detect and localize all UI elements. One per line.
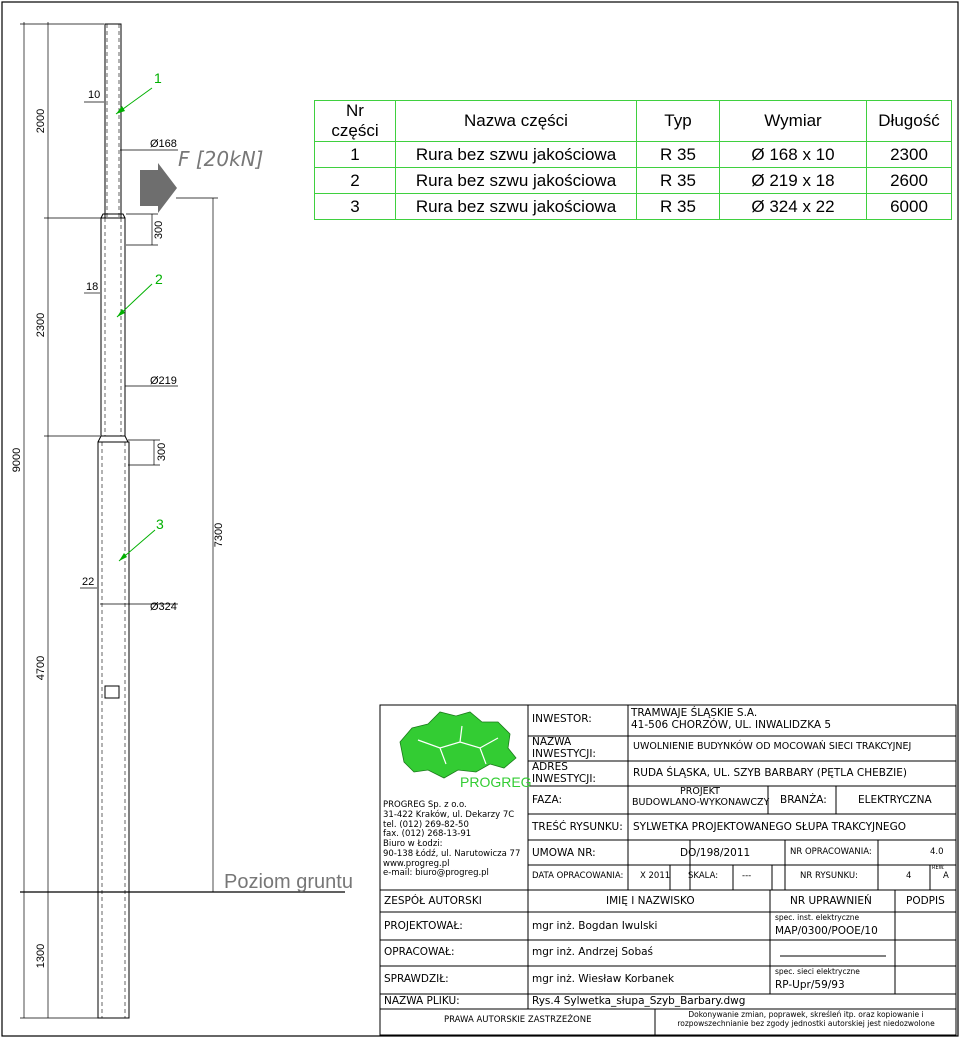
authors-header: ZESPÓŁ AUTORSKI [384,895,482,907]
force-label: F [20kN] [178,147,264,171]
company-line: 31-422 Kraków, ul. Dekarzy 7C [383,809,515,820]
cell: 2600 [867,168,952,194]
designer-label: PROJEKTOWAŁ: [384,920,463,932]
part-callout-3 [119,516,164,561]
phase-line: BUDOWLANO-WYKONAWCZY [632,796,770,808]
scale-value: --- [742,871,752,881]
dim-height-7300: 7300 [213,522,225,548]
part-callout-1 [116,70,162,114]
checker-label: SPRAWDZIŁ: [384,973,449,985]
date-value: X 2011 [640,871,671,881]
cell: Rura bez szwu jakościowa [396,194,637,220]
dim-overlap-1: 300 [153,220,165,240]
dim-diameter-1: Ø168 [150,138,177,150]
dim-diameter-3: Ø324 [150,601,177,613]
signature-header: PODPIS [906,895,945,907]
investor-value [631,707,831,731]
table-row [315,194,952,220]
part-callout-2 [117,271,163,317]
drafter-label: OPRACOWAŁ: [384,946,455,958]
checker-name: mgr inż. Wiesław Korbanek [532,973,675,985]
checker-spec: spec. sieci elektryczne [775,967,860,976]
date-label: DATA OPRACOWANIA: [532,871,624,881]
dim-overlap-2: 300 [156,442,168,462]
pole-segment-2 [101,214,125,436]
header-length: Długość [867,101,952,142]
branch-label: BRANŻA: [780,794,827,806]
company-line: fax. (012) 268-13-91 [383,829,472,840]
company-line: Biuro w Łodzi: [383,839,443,850]
rev-label: REW. [932,865,945,871]
drawing-no-value: 4 [906,871,912,881]
dim-thickness-1: 10 [88,89,101,101]
scale-label: SKALA: [688,871,719,881]
designer-perm: MAP/0300/POOE/10 [775,925,878,937]
company-line: www.progreg.pl [383,858,450,869]
study-no-label: NR OPRACOWANIA: [790,847,872,857]
branch-value: ELEKTRYCZNA [858,794,932,806]
notice [660,1011,952,1028]
svg-text:3: 3 [156,516,164,532]
drafter-name: mgr inż. Andrzej Sobaś [532,946,654,958]
dim-segment-1: 2000 [35,108,47,134]
cell: R 35 [637,194,720,220]
company-info [383,801,520,879]
investment-address-value: RUDA ŚLĄSKA, UL. SZYB BARBARY (PĘTLA CHEBZIE) [633,767,907,779]
contract-label: UMOWA NR: [532,847,596,859]
company-line: 90-138 Łódź, ul. Narutowicza 77 [383,848,521,859]
file-label: NAZWA PLIKU: [384,995,460,1007]
drawing-content-value: SYLWETKA PROJEKTOWANEGO SŁUPA TRAKCYJNEGO [633,821,906,833]
header-part-name: Nazwa części [396,101,637,142]
force-arrow [140,163,177,213]
pole-segment-1 [105,24,121,218]
rev-value: A [943,871,949,881]
header-type: Typ [637,101,720,142]
contract-value: DO/198/2011 [680,847,751,859]
label-line: NAZWA [532,736,572,748]
investment-address-label [532,761,596,785]
cell: R 35 [637,142,720,168]
drawing-no-label: NR RYSUNKU: [800,871,858,881]
designer-spec: spec. inst. elektryczne [775,913,860,922]
parts-table [314,100,952,220]
dim-segment-4: 1300 [35,943,47,969]
cell: 2 [315,168,396,194]
svg-text:2: 2 [155,271,163,287]
checker-perm: RP-Upr/59/93 [775,979,845,991]
dim-diameter-2: Ø219 [150,375,177,387]
dim-total-height: 9000 [11,447,23,473]
dim-thickness-3: 22 [82,576,95,588]
dim-segment-2: 2300 [35,312,47,338]
label-line: ADRES [532,761,568,773]
cell: Ø 324 x 22 [720,194,867,220]
study-no-value: 4.0 [930,847,944,857]
table-row [315,142,952,168]
cell: 2300 [867,142,952,168]
label-line: INWESTYCJI: [532,773,596,786]
cell: 3 [315,194,396,220]
cell: 1 [315,142,396,168]
cell: R 35 [637,168,720,194]
phase-value [632,787,768,809]
header-dimension: Wymiar [720,101,867,142]
dim-thickness-2: 18 [86,281,99,293]
parts-table-header [315,101,952,142]
company-line: PROGREG Sp. z o.o. [383,800,467,810]
logo-text: PROGREG [460,774,532,790]
investment-name-label [532,736,596,760]
investor-line: TRAMWAJE ŚLĄSKIE S.A. [631,707,758,719]
phase-line: PROJEKT [680,786,720,797]
notice-line: Dokonywanie zmian, poprawek, skreśleń itp. oraz kopiowanie i [688,1010,924,1019]
table-row [315,168,952,194]
investor-line: 41-506 CHORZÓW, UL. INWALIDZKA 5 [631,719,832,732]
file-value: Rys.4 Sylwetka_słupa_Szyb_Barbary.dwg [532,995,746,1007]
notice-line: rozpowszechnianie bez zgody jednostki autorskiej jest niedozwolone [677,1018,935,1028]
ground-label: Poziom gruntu [224,871,353,893]
investor-label: INWESTOR: [532,713,592,725]
drawing-content-label: TREŚĆ RYSUNKU: [532,821,623,833]
cell: Ø 219 x 18 [720,168,867,194]
name-header: IMIĘ I NAZWISKO [606,895,695,907]
svg-text:1: 1 [154,70,162,86]
cell: Rura bez szwu jakościowa [396,168,637,194]
label-line: INWESTYCJI: [532,748,596,761]
progreg-logo-map [400,712,516,778]
copyright: PRAWA AUTORSKIE ZASTRZEŻONE [444,1015,592,1025]
cell: Ø 168 x 10 [720,142,867,168]
investment-name-value: UWOLNIENIE BUDYNKÓW OD MOCOWAŃ SIECI TRAKCYJNEJ [633,741,912,752]
permissions-header: NR UPRAWNIEŃ [790,895,872,907]
cell: 6000 [867,194,952,220]
company-line: e-mail: biuro@progreg.pl [383,868,489,879]
designer-name: mgr inż. Bogdan Iwulski [532,920,658,932]
company-line: tel. (012) 269-82-50 [383,819,469,830]
cell: Rura bez szwu jakościowa [396,142,637,168]
phase-label: FAZA: [532,794,562,806]
pole-segment-3 [98,436,129,1018]
header-part-no: Nr części [315,101,396,142]
dim-segment-3: 4700 [35,655,47,681]
